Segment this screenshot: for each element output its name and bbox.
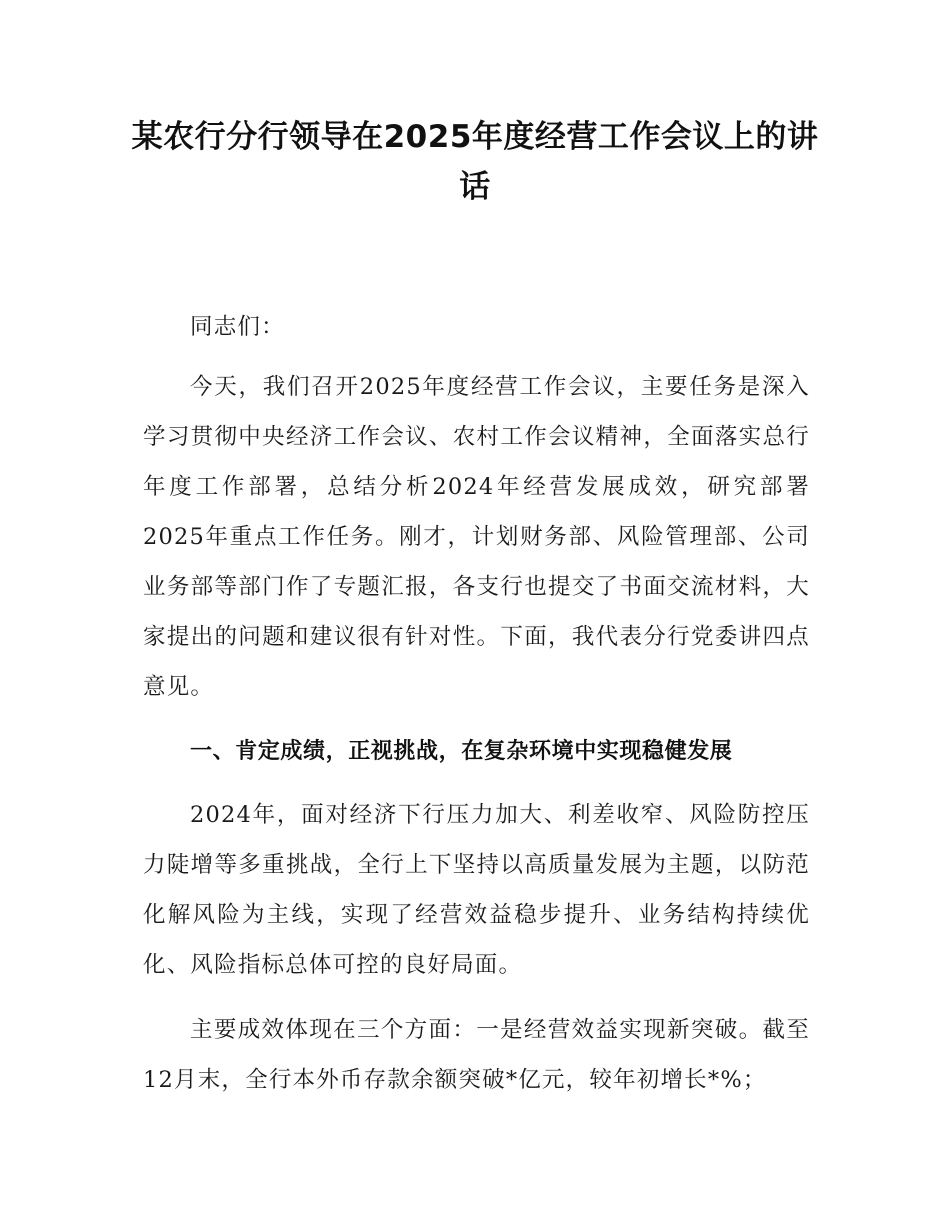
paragraph-achievements: 2024年，面对经济下行压力加大、利差收窄、风险防控压力陡增等多重挑战，全行上下坚持以高质量发展为主题，以防范化解风险为主线，实现了经营效益稳步提升、业务结构持续优化、风险指标总体可控的良好局面。 bbox=[143, 802, 810, 978]
document-title: 某农行分行领导在2025年度经营工作会议上的讲话 bbox=[131, 119, 819, 205]
greeting: 同志们： bbox=[190, 314, 285, 340]
section-heading-1: 一、肯定成绩，正视挑战，在复杂环境中实现稳健发展 bbox=[190, 739, 733, 764]
paragraph-results: 主要成效体现在三个方面：一是经营效益实现新突破。截至12月末，全行本外币存款余额突破*亿元，较年初增长*%； bbox=[143, 1017, 810, 1093]
paragraph-intro: 今天，我们召开2025年度经营工作会议，主要任务是深入学习贯彻中央经济工作会议、农村工作会议精神，全面落实总行年度工作部署，总结分析2024年经营发展成效，研究部署2025年重点工作任务。刚才，计划财务部、风险管理部、公司业务部等部门作了专题汇报，各支行也提交了书面交流材料，大家提出的问题和建议很有针对性。下面，我代表分行党委讲四点意见。 bbox=[143, 374, 810, 700]
